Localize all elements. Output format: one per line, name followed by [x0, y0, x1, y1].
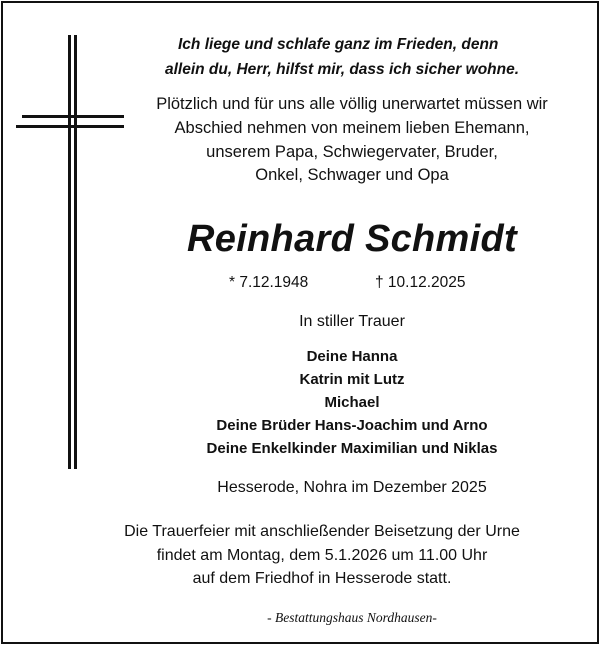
intro-line-1: Plötzlich und für uns alle völlig unerwartet müssen wir: [156, 95, 548, 113]
place-date: Hesserode, Nohra im Dezember 2025: [217, 479, 487, 496]
intro-line-4: Onkel, Schwager und Opa: [255, 166, 449, 184]
mourner-2: Katrin mit Lutz: [299, 371, 405, 388]
mourner-3: Michael: [324, 394, 380, 411]
verse-line-2: allein du, Herr, hilfst mir, dass ich sicher wohne.: [165, 61, 520, 78]
service-line-1: Die Trauerfeier mit anschließender Beisetzung der Urne: [124, 523, 520, 540]
mourner-5: Deine Enkelkinder Maximilian und Niklas: [206, 440, 498, 457]
deceased-name: Reinhard Schmidt: [187, 218, 517, 260]
service-line-3: auf dem Friedhof in Hesserode statt.: [192, 570, 452, 587]
death-date: † 10.12.2025: [375, 274, 466, 291]
intro-line-3: unserem Papa, Schwiegervater, Bruder,: [206, 143, 498, 161]
mourner-4: Deine Brüder Hans-Joachim und Arno: [216, 417, 488, 434]
funeral-home-signature: - Bestattungshaus Nordhausen-: [267, 610, 437, 625]
verse-line-1: Ich liege und schlafe ganz im Frieden, denn: [178, 36, 499, 53]
birth-date: * 7.12.1948: [229, 274, 309, 291]
mourner-1: Deine Hanna: [306, 348, 398, 365]
mourning-intro: In stiller Trauer: [299, 313, 405, 330]
cross-horizontal-bar-1: [22, 115, 124, 118]
intro-line-2: Abschied nehmen von meinem lieben Ehemann,: [174, 119, 530, 137]
service-line-2: findet am Montag, dem 5.1.2026 um 11.00 Uhr: [156, 547, 488, 564]
